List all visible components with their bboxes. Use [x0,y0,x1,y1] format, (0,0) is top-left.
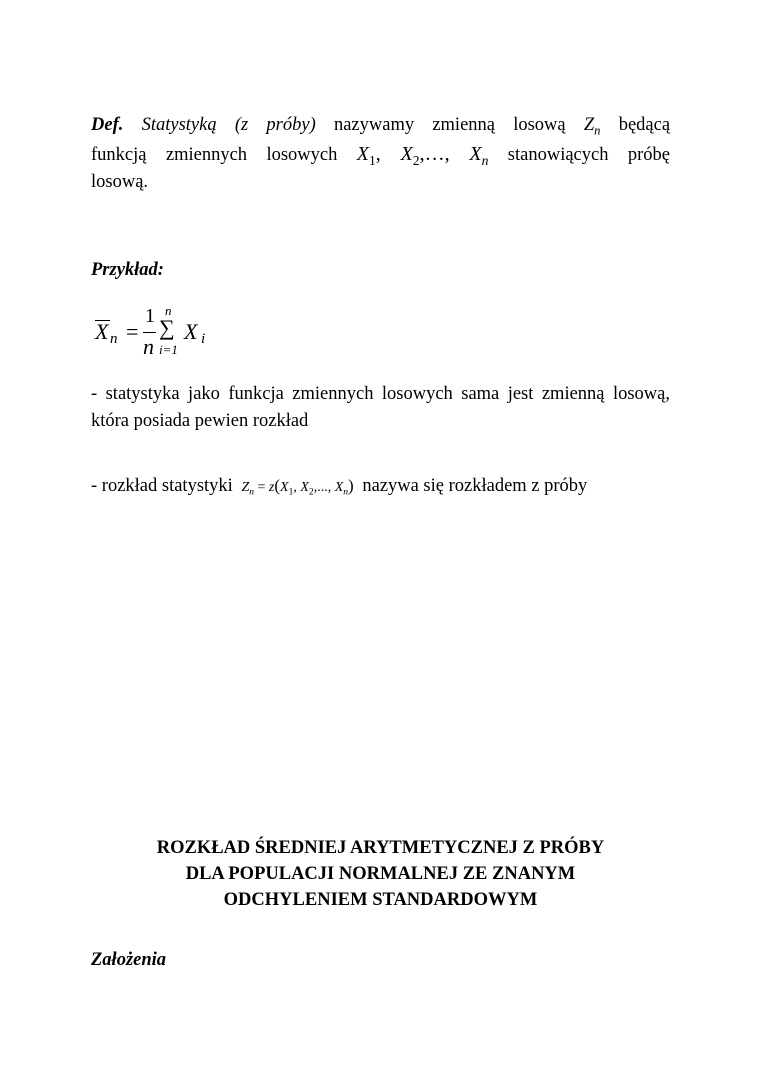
definition-text-2: będącą [618,115,671,135]
variable-zn: $Z_n$ [583,115,601,138]
formula-x: X [95,319,109,344]
formula-sum-lower: i=1 [159,342,178,357]
assumptions-label: Założenia [91,950,167,970]
variables-x1-xn: $X_1$, $X_2,\dots$, $X_n$ [356,143,489,168]
section-heading [91,835,670,913]
definition-text-5: losową. [91,172,149,192]
definition-text-4: stanowiących próbę [507,145,670,165]
note-statistic-is-random-variable: - statystyka jako funkcja zmiennych losowych sama jest zmienną losową, która posiada pewien rozkład [91,384,670,431]
note-sampling-distribution: - rozkład statystyki $Z_n = z(X_1$, $X_2$,..., $X_n$) nazywa się rozkładem z próby [91,476,588,498]
mean-formula [93,305,243,365]
formula-sum-sign: ∑ [159,315,175,340]
formula-fraction-bar [143,332,156,333]
heading-line-2: DLA POPULACJI NORMALNEJ ZE ZNANYM [185,864,576,884]
heading-line-1: ROZKŁAD ŚREDNIEJ ARYTMETYCZNEJ Z PRÓBY [156,838,605,858]
definition-label: Def. [91,115,124,135]
definition-text-3: funkcją zmiennych losowych [91,145,338,165]
formula-x-sub: n [110,331,118,347]
formula-overline [95,320,110,321]
formula-sum-upper: n [165,303,172,318]
formula-equals: = [126,319,139,344]
example-label: Przykład: [91,260,164,280]
formula-term-sub: i [201,331,206,347]
statistic-formula: $Z_n = z(X_1$, $X_2$,..., $X_n$) [241,476,354,498]
definition-term: Statystyką (z próby) [141,115,316,135]
definition-text-1: nazywamy zmienną losową [333,115,566,135]
heading-line-3: ODCHYLENIEM STANDARDOWYM [223,890,538,910]
definition-paragraph [91,112,670,196]
formula-numerator: 1 [145,305,155,327]
formula-term: X [184,319,198,344]
formula-denominator: n [143,334,154,359]
